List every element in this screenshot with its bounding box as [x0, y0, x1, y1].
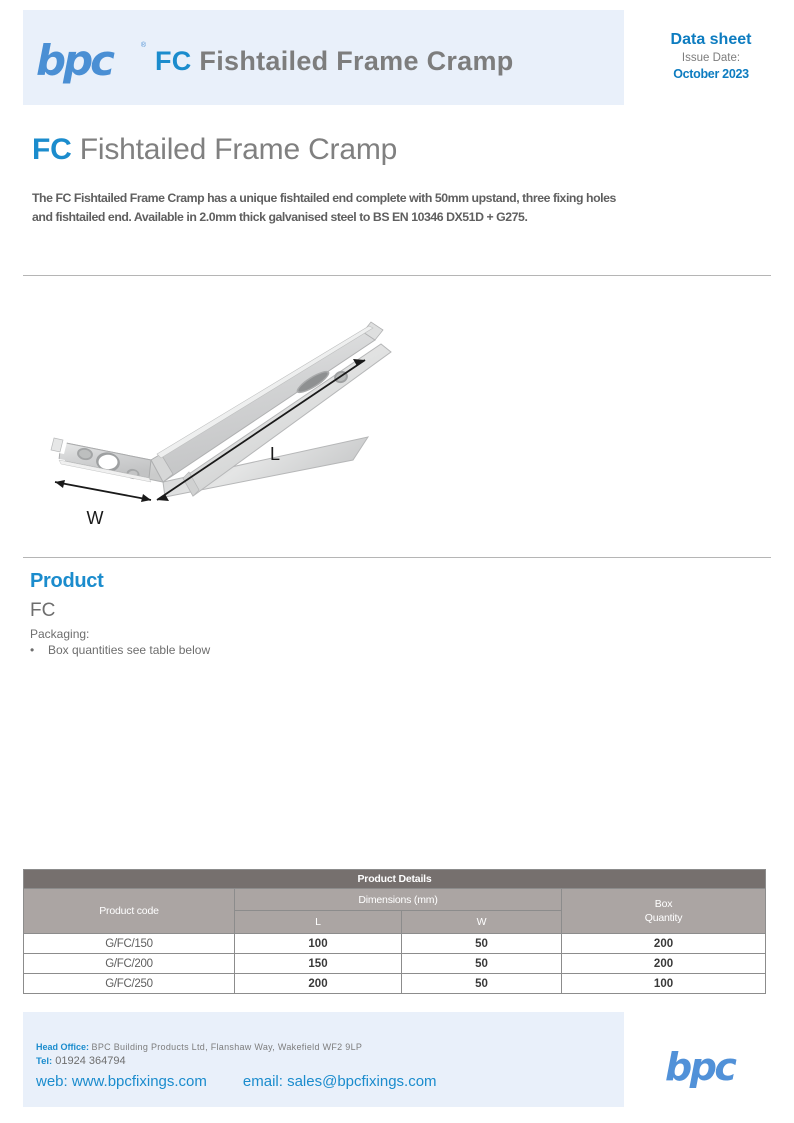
table-title-row [24, 870, 766, 889]
header-title-prefix: FC [155, 46, 192, 76]
datasheet-meta [632, 30, 790, 82]
dimension-label-w: W [86, 508, 104, 528]
footer-telephone [36, 1055, 126, 1067]
page-header [0, 0, 794, 113]
cell-product-code: G/FC/200 [24, 954, 235, 974]
product-code-name: FC [30, 600, 56, 621]
divider-middle [23, 557, 771, 558]
table-row [24, 974, 766, 994]
header-dimensions: Dimensions (mm) [235, 889, 562, 911]
email-link[interactable]: email: sales@bpcfixings.com [242, 1073, 437, 1090]
divider-top [23, 275, 771, 276]
product-section-heading: Product [30, 570, 104, 592]
cell-width: 50 [402, 974, 562, 994]
bpc-logo-footer-text: bpc [665, 1045, 735, 1089]
header-box-line1: Box [654, 898, 673, 910]
table-header-row-1 [24, 889, 766, 911]
product-details-table [23, 869, 765, 994]
bullet-icon: • [30, 643, 35, 657]
bpc-logo-text: bpc [36, 36, 113, 85]
page-title [32, 133, 632, 167]
header-length: L [235, 911, 402, 934]
cell-product-code: G/FC/250 [24, 974, 235, 994]
website-link[interactable]: web: www.bpcfixings.com [36, 1073, 207, 1090]
page-title-prefix: FC [32, 133, 72, 166]
head-office-label: Head Office: [36, 1042, 90, 1052]
fishtailed-frame-cramp-illustration [23, 282, 771, 552]
bpc-logo-header [36, 36, 146, 85]
footer-head-office [36, 1042, 362, 1052]
product-description: The FC Fishtailed Frame Cramp has a unique fishtailed end complete with 50mm upstand, three fixing holes and fishtailed end. Available in 2.0mm thick galvanised steel to BS EN 10346 DX51D + G275. [32, 191, 616, 224]
issue-date-value: October 2023 [673, 67, 749, 81]
packaging-list-item [30, 643, 210, 657]
header-width: W [402, 911, 562, 934]
table-row [24, 954, 766, 974]
cell-length: 150 [235, 954, 402, 974]
header-title-rest: Fishtailed Frame Cramp [199, 46, 514, 76]
cell-length: 100 [235, 934, 402, 954]
table-row [24, 934, 766, 954]
tel-number: 01924 364794 [55, 1055, 126, 1067]
cell-product-code: G/FC/150 [24, 934, 235, 954]
header-product-title [155, 46, 514, 77]
packaging-item-text: Box quantities see table below [48, 643, 211, 657]
tel-label: Tel: [36, 1056, 53, 1067]
document-type-label: Data sheet [670, 31, 752, 48]
head-office-address: BPC Building Products Ltd, Flanshaw Way, Wakefield WF2 9LP [91, 1042, 363, 1052]
cell-width: 50 [402, 954, 562, 974]
cell-box-quantity: 200 [562, 934, 766, 954]
header-product-code: Product code [24, 889, 235, 934]
page-title-rest: Fishtailed Frame Cramp [79, 133, 398, 166]
dimension-label-l: L [269, 444, 281, 464]
issue-date-label: Issue Date: [681, 52, 741, 64]
footer-contact-links [36, 1073, 437, 1090]
registered-trademark-icon: ® [140, 42, 146, 49]
cell-length: 200 [235, 974, 402, 994]
cell-width: 50 [402, 934, 562, 954]
table-title: Product Details [24, 870, 766, 889]
cell-box-quantity: 100 [562, 974, 766, 994]
header-box-quantity [562, 889, 766, 934]
cell-box-quantity: 200 [562, 954, 766, 974]
product-image [23, 282, 771, 552]
table-body [24, 934, 766, 994]
bpc-logo-footer [665, 1045, 765, 1089]
packaging-label: Packaging: [30, 627, 90, 641]
header-box-line2: Quantity [644, 912, 683, 924]
